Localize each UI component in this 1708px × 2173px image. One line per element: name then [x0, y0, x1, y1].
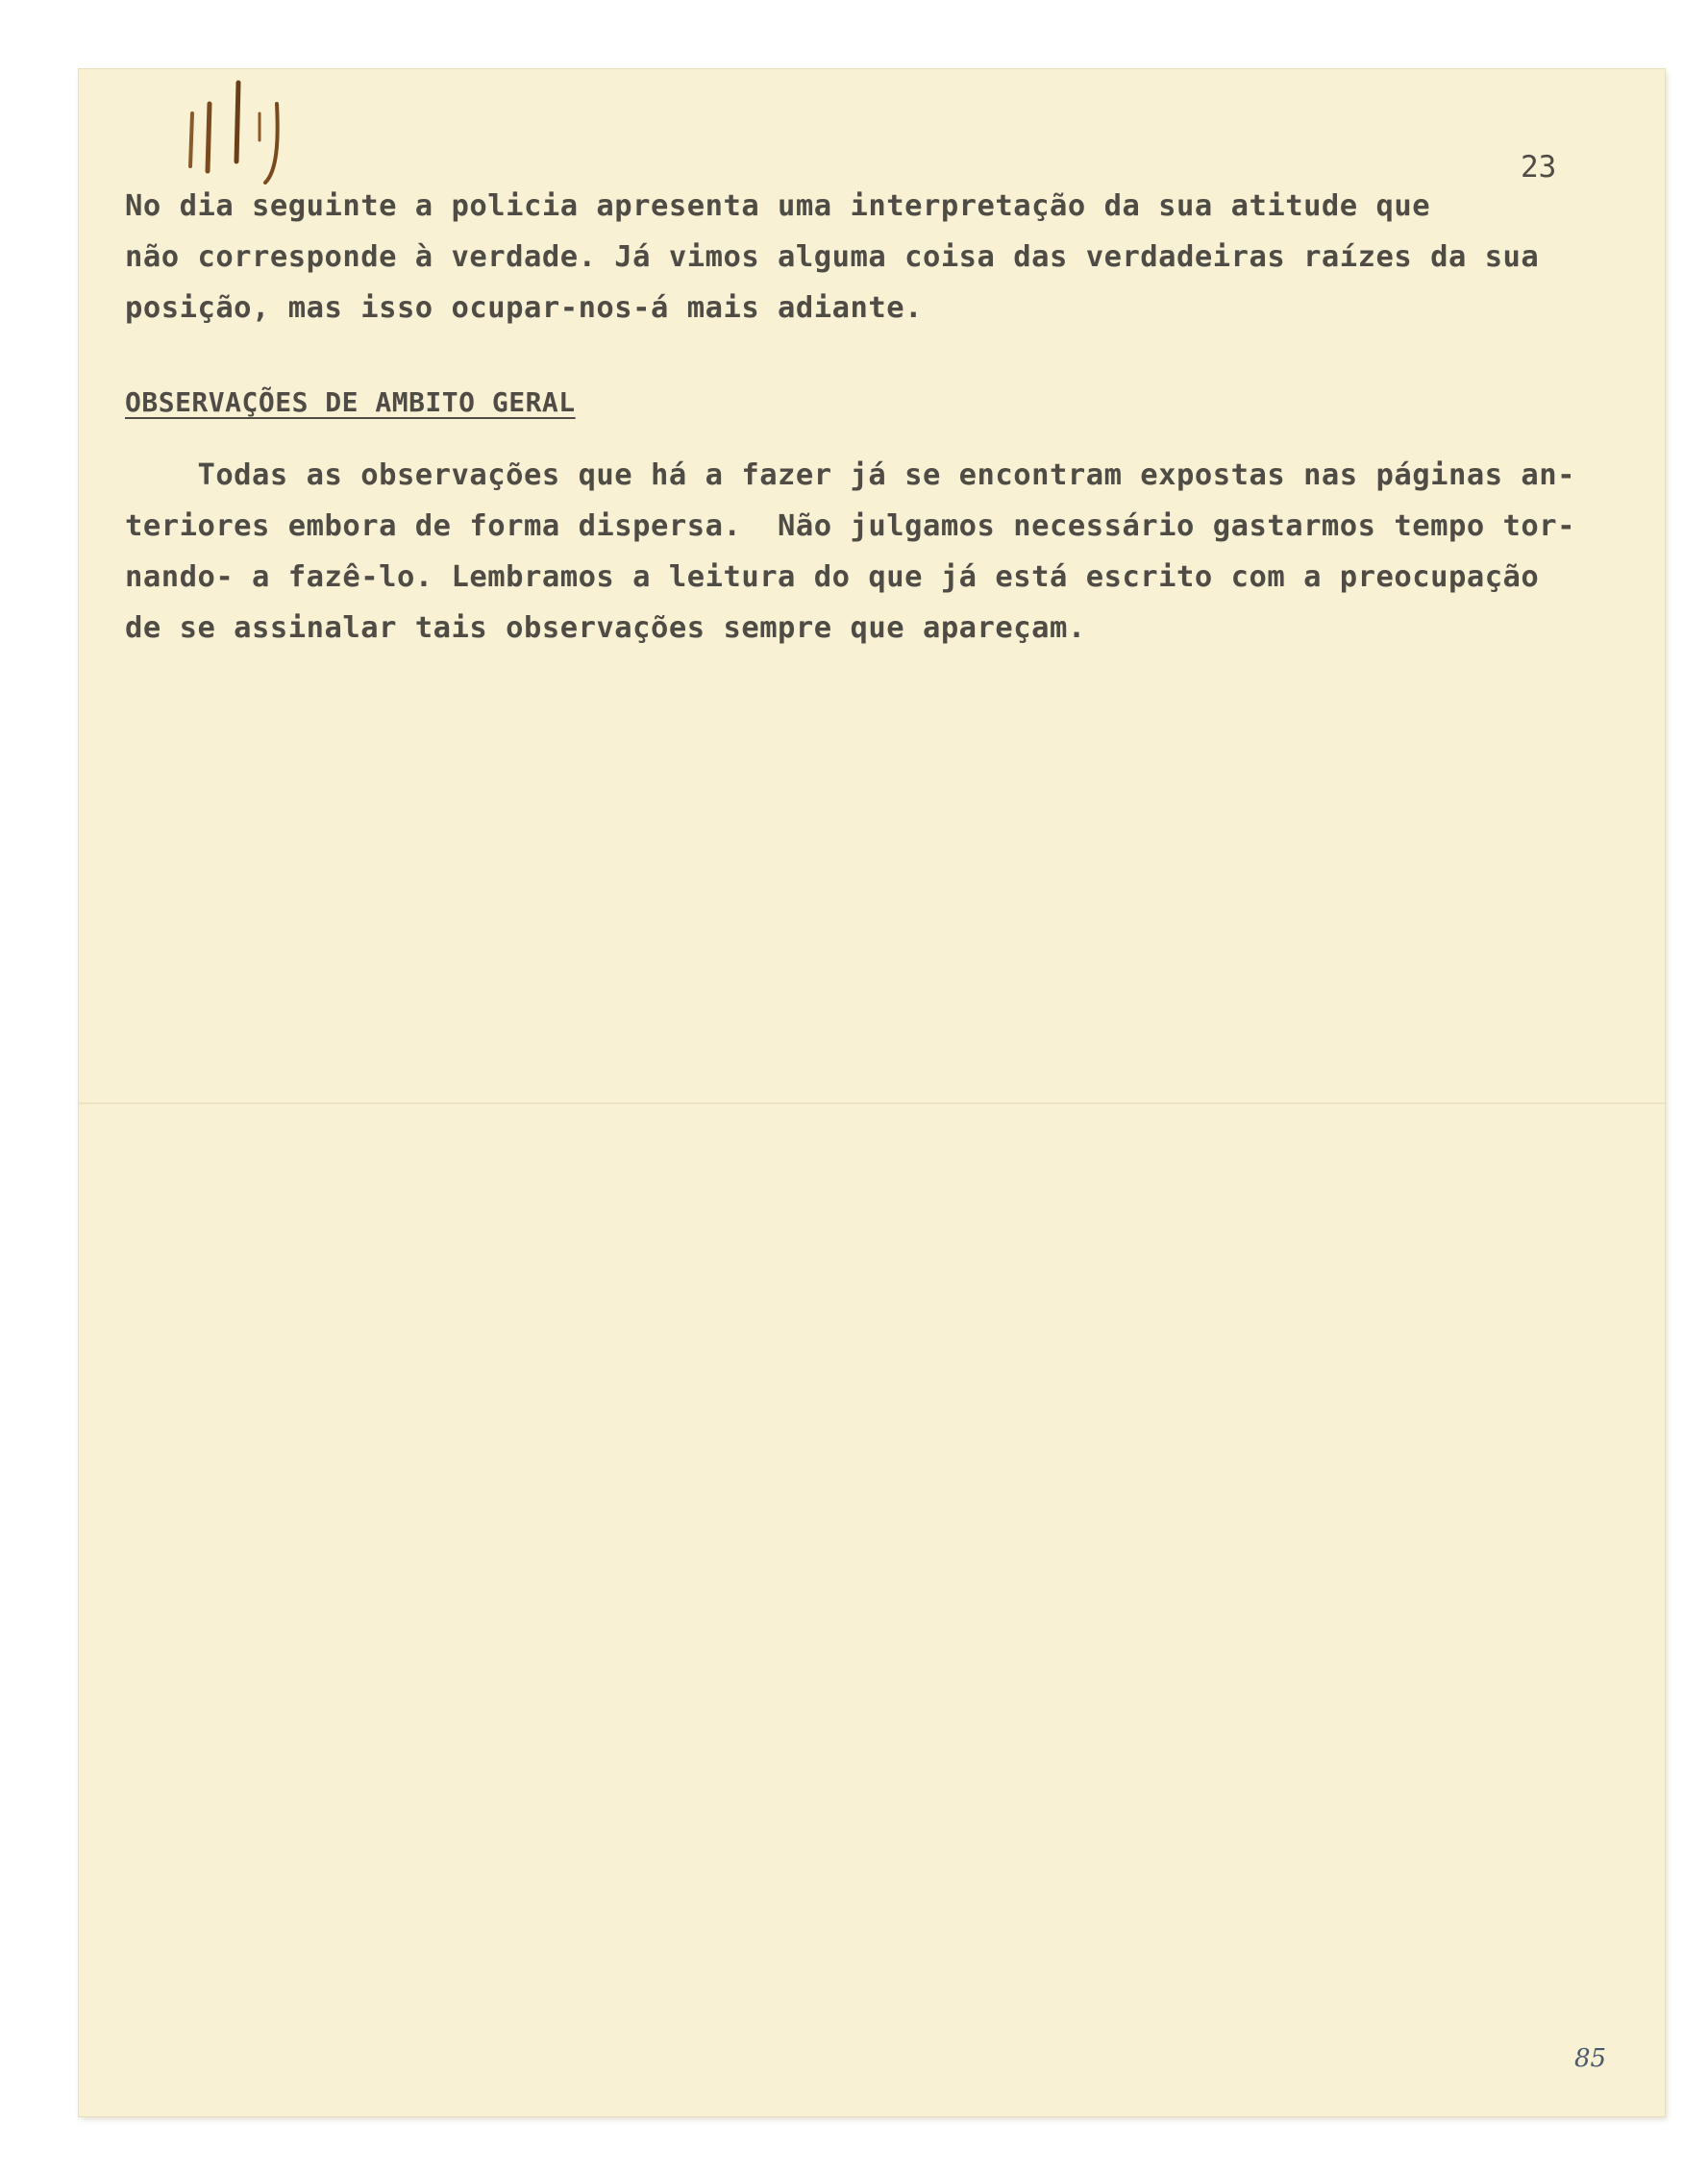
text-line: Todas as observações que há a fazer já se encontram expostas nas páginas an-: [125, 458, 1576, 492]
text-line: posição, mas isso ocupar-nos-á mais adiante.: [125, 291, 923, 325]
text-line: nando- a fazê-lo. Lembramos a leitura do que já está escrito com a preocupação: [125, 560, 1540, 594]
staple-mark: [163, 75, 308, 190]
text-line: No dia seguinte a policia apresenta uma interpretação da sua atitude que: [125, 189, 1431, 223]
paragraph-intro: [125, 181, 1539, 333]
archive-folio-number: 85: [1574, 2044, 1607, 2073]
text-line: teriores embora de forma dispersa. Não julgamos necessário gastarmos tempo tor-: [125, 509, 1576, 543]
text-line: não corresponde à verdade. Já vimos alguma coisa das verdadeiras raízes da sua: [125, 240, 1540, 274]
text-line: de se assinalar tais observações sempre que apareçam.: [125, 611, 1086, 645]
paragraph-observations: [125, 450, 1575, 654]
page-number: 23: [1521, 150, 1557, 185]
typewritten-page: [79, 69, 1665, 2116]
section-heading: OBSERVAÇÕES DE AMBITO GERAL: [125, 386, 576, 418]
